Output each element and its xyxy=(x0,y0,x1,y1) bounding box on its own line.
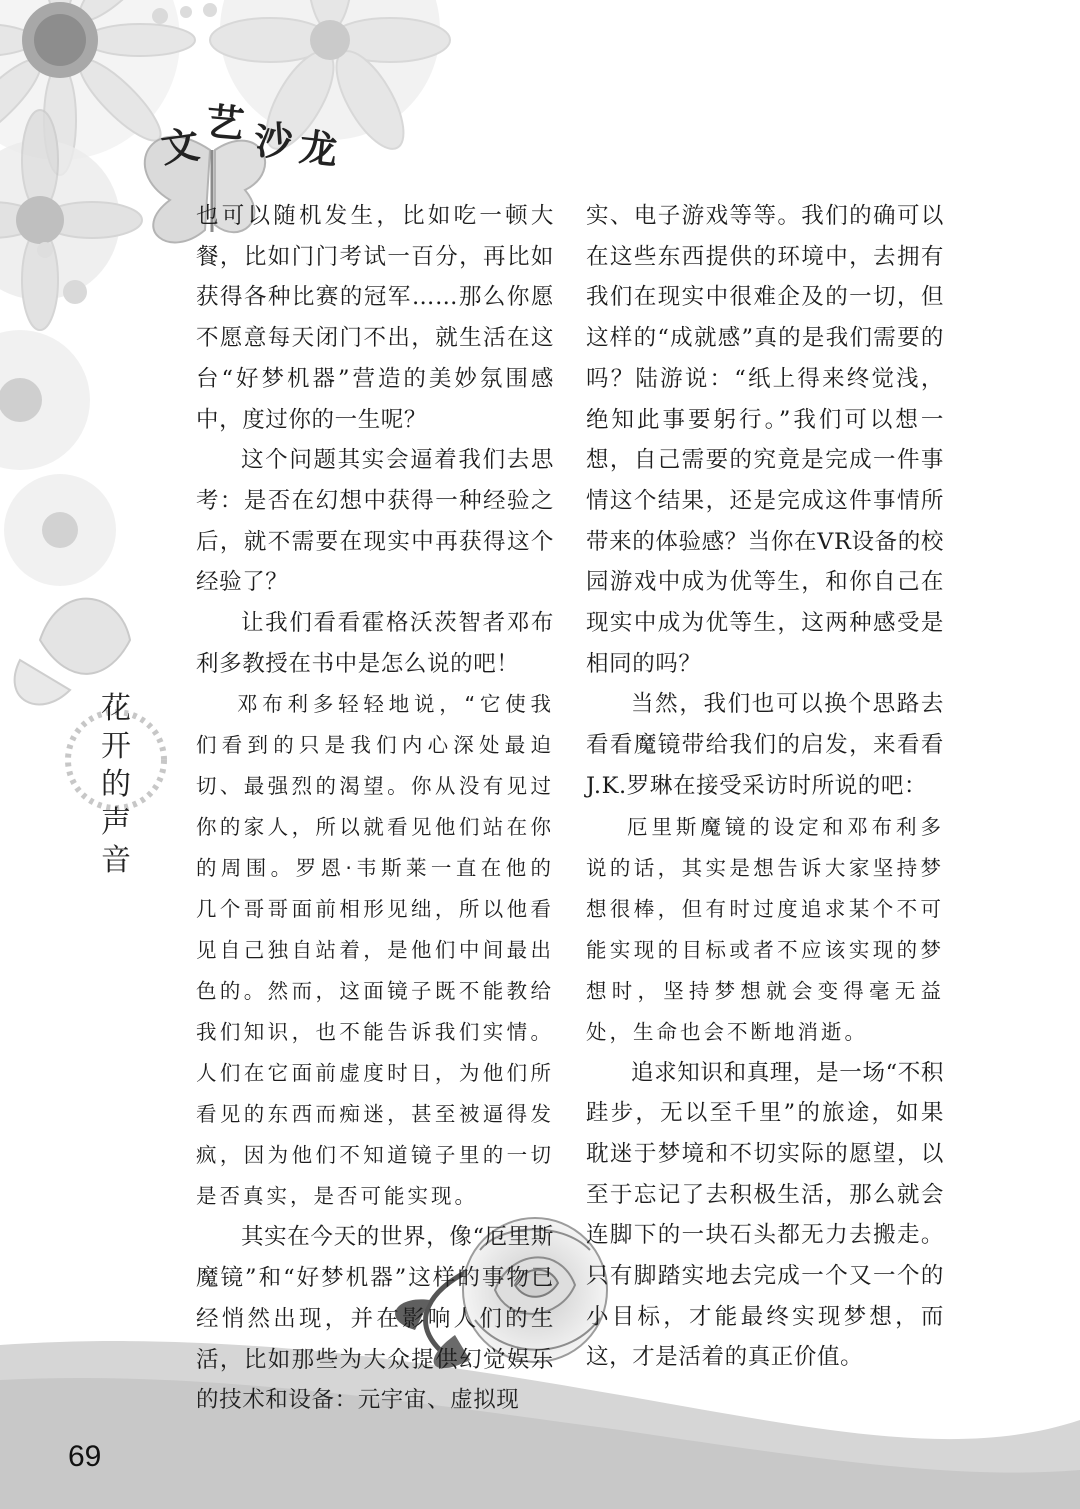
article-paragraph: 实、电子游戏等等。我们的确可以在这些东西提供的环境中，去拥有我们在现实中很难企及的一切，但这样的“成就感”真的是我们需要的吗？陆游说：“纸上得来终觉浅，绝知此事要躬行。”我们可以想一想，自己需要的究竟是完成一件事情这个结果，还是完成这件事情所带来的体验感？当你在VR设备的校园游戏中成为优等生，和你自己在现实中成为优等生，这两种感受是相同的吗？ xyxy=(586,203,944,677)
article-paragraph: 当然，我们也可以换个思路去看看魔镜带给我们的启发，来看看J.K.罗琳在接受采访时所说的吧： xyxy=(586,691,944,799)
article-left-column xyxy=(196,196,554,1421)
article-paragraph: 也可以随机发生，比如吃一顿大餐，比如门门考试一百分，再比如获得各种比赛的冠军……那么你愿不愿意每天闭门不出，就生活在这台“好梦机器”营造的美妙氛围感中，度过你的一生呢？ xyxy=(196,203,554,433)
section-title-char: 龙 xyxy=(297,124,340,173)
quotation-paragraph: 厄里斯魔镜的设定和邓布利多说的话，其实是想告诉大家坚持梦想很棒，但有时过度追求某个不可能实现的目标或者不应该实现的梦想时，坚持梦想就会变得毫无益处，生命也会不断地消逝。 xyxy=(586,814,944,1044)
section-title-char: 沙 xyxy=(253,117,295,165)
article-paragraph: 让我们看看霍格沃茨智者邓布利多教授在书中是怎么说的吧！ xyxy=(196,610,554,677)
page-number: 69 xyxy=(68,1440,102,1473)
article-paragraph: 追求知识和真理，是一场“不积跬步，无以至千里”的旅途，如果耽迷于梦境和不切实际的愿望，以至于忘记了去积极生活，那么就会连脚下的一块石头都无力去搬走。只有脚踏实地去完成一个又一个的小目标，才能最终实现梦想，而这，才是活着的真正价值。 xyxy=(586,1059,944,1371)
left-flowers-icon xyxy=(0,110,142,586)
butterfly-left-icon xyxy=(15,599,130,705)
quotation-paragraph: 邓布利多轻轻地说，“它使我们看到的只是我们内心深处最迫切、最强烈的渴望。你从没有见过你的家人，所以就看见他们站在你的周围。罗恩·韦斯莱一直在他的几个哥哥面前相形见绌，所以他看见自己独自站着，是他们中间最出色的。然而，这面镜子既不能教给我们知识，也不能告诉我们实情。人们在它面前虚度时日，为他们所看见的东西而痴迷，甚至被逼得发疯，因为他们不知道镜子里的一切是否真实，是否可能实现。 xyxy=(196,692,554,1209)
section-title xyxy=(158,96,350,173)
article-paragraph: 这个问题其实会逼着我们去思考：是否在幻想中获得一种经验之后，就不需要在现实中再获得这个经验了？ xyxy=(196,447,554,596)
side-column-title: 花开的声音 xyxy=(101,691,131,878)
section-title-char: 文 xyxy=(158,122,203,172)
article-paragraph: 其实在今天的世界，像“厄里斯魔镜”和“好梦机器”这样的事物已经悄然出现，并在影响人们的生活，比如那些为大众提供幻觉娱乐的技术和设备：元宇宙、虚拟现 xyxy=(196,1224,554,1414)
article-right-column xyxy=(586,196,944,1378)
section-title-char: 艺 xyxy=(204,99,246,147)
